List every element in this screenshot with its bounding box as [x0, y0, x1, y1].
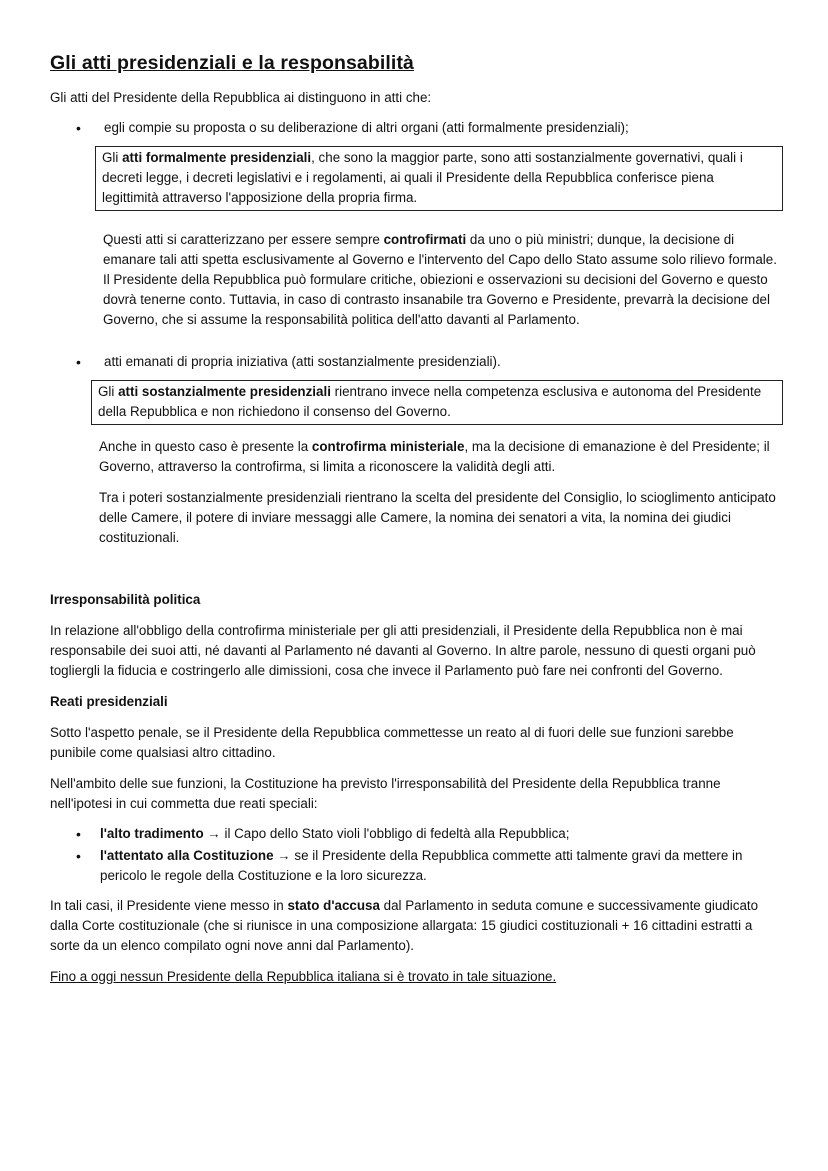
bullet-icon: •: [76, 848, 81, 864]
attack-constitution-term: l'attentato alla Costituzione: [100, 848, 274, 863]
substantial-acts-term: atti sostanzialmente presidenziali: [118, 384, 331, 399]
bullet-icon: •: [76, 354, 81, 370]
intro-paragraph: Gli atti del Presidente della Repubblica ai distinguono in atti che:: [50, 90, 432, 105]
bullet-icon: •: [76, 826, 81, 842]
page-title: Gli atti presidenziali e la responsabilità: [50, 52, 414, 74]
formal-acts-term: atti formalmente presidenziali: [122, 150, 312, 165]
ministerial-countersign-term: controfirma ministeriale: [311, 439, 465, 454]
accusation-term: stato d'accusa: [287, 898, 380, 913]
section-heading-crimes: Reati presidenziali: [50, 694, 168, 709]
list-item-high-treason: • l'alto tradimento → il Capo dello Stato violi l'obbligo di fedeltà alla Repubblica;: [76, 826, 570, 842]
list-item-substantial: [50, 352, 780, 372]
document-page: [50, 50, 780, 987]
irresponsibility-paragraph: In relazione all'obbligo della controfirma ministeriale per gli atti presidenziali, il Presidente della Repubblica non è mai responsabile dei suoi atti, né davanti al Parlamento né davanti al Governo. In altre parole, nessuno di questi organi può togliergli la fiducia e costringerlo alle dimissioni, cosa che invece il Parlamento può fare nei confronti del Governo.: [50, 623, 756, 678]
powers-paragraph: Tra i poteri sostanzialmente presidenziali rientrano la scelta del presidente del Consiglio, lo scioglimento anticipato delle Camere, il potere di inviare messaggi alle Camere, la nomina dei senatori a vita, la nomina dei giudici costituzionali.: [99, 490, 776, 545]
section-heading-irresponsibility: Irresponsabilità politica: [50, 592, 201, 607]
accusation-paragraph: In tali casi, il Presidente viene messo in stato d'accusa dal Parlamento in seduta comune e successivamente giudicato dalla Corte costituzionale (che si riunisce in una composizione allargata: 15 giudici costituzionali + 16 cittadini estratti a sorte da un elenco compilato ogni nove anni dal Parlamento).: [50, 898, 759, 953]
bullet-icon: •: [76, 120, 81, 136]
criticism-paragraph: Il Presidente della Repubblica può formulare critiche, obiezioni e osservazioni su decisioni del Governo e questo dovrà tenerne conto. Tuttavia, in caso di contrasto insanabile tra Governo e Presidente, prevarrà la decisione del Governo, che si assume la responsabilità politica dell'atto davanti al Parlamento.: [103, 272, 770, 327]
list-item-text: egli compie su proposta o su deliberazione di altri organi (atti formalmente presidenziali);: [104, 120, 629, 135]
countersign-term: controfirmati: [383, 232, 467, 247]
list-item-text: atti emanati di propria iniziativa (atti sostanzialmente presidenziali).: [104, 354, 501, 369]
countersign-paragraph: Questi atti si caratterizzano per essere sempre controfirmati da uno o più ministri; dunque, la decisione di emanare tali atti spetta esclusivamente al Governo e l'intervento del Capo dello Stato assume solo rilievo formale.: [103, 232, 777, 267]
ministerial-countersign-paragraph: Anche in questo caso è presente la controfirma ministeriale, ma la decisione di emanazione è del Presidente; il Governo, attraverso la controfirma, si limita a riconoscere la validità degli atti.: [99, 439, 770, 474]
list-item-attack-constitution: • l'attentato alla Costituzione → se il Presidente della Repubblica commette atti talmente gravi da mettere in pericolo le regole della Costituzione e la loro sicurezza.: [76, 848, 743, 883]
formal-acts-box: Gli atti formalmente presidenziali, che sono la maggior parte, sono atti sostanzialmente governativi, quali i decreti legge, i decreti legislativi e i regolamenti, ai quali il Presidente della Repubblica conferisce piena legittimità attraverso l'apposizione della propria firma.: [95, 146, 783, 211]
high-treason-term: l'alto tradimento: [100, 826, 204, 841]
substantial-acts-box: Gli atti sostanzialmente presidenziali rientrano invece nella competenza esclusiva e autonoma del Presidente della Repubblica e non richiedono il consenso del Governo.: [91, 380, 783, 425]
closing-statement: Fino a oggi nessun Presidente della Repubblica italiana si è trovato in tale situazione.: [50, 969, 557, 984]
crimes-paragraph-1: Sotto l'aspetto penale, se il Presidente della Repubblica commettesse un reato al di fuori delle sue funzioni sarebbe punibile come qualsiasi altro cittadino.: [50, 725, 734, 760]
arrow-right-icon: →: [277, 848, 291, 863]
crimes-paragraph-2: Nell'ambito delle sue funzioni, la Costituzione ha previsto l'irresponsabilità del Presidente della Repubblica tranne nell'ipotesi in cui commetta due reati speciali:: [50, 776, 721, 811]
arrow-right-icon: →: [207, 826, 221, 841]
list-item-formal: [50, 118, 780, 138]
